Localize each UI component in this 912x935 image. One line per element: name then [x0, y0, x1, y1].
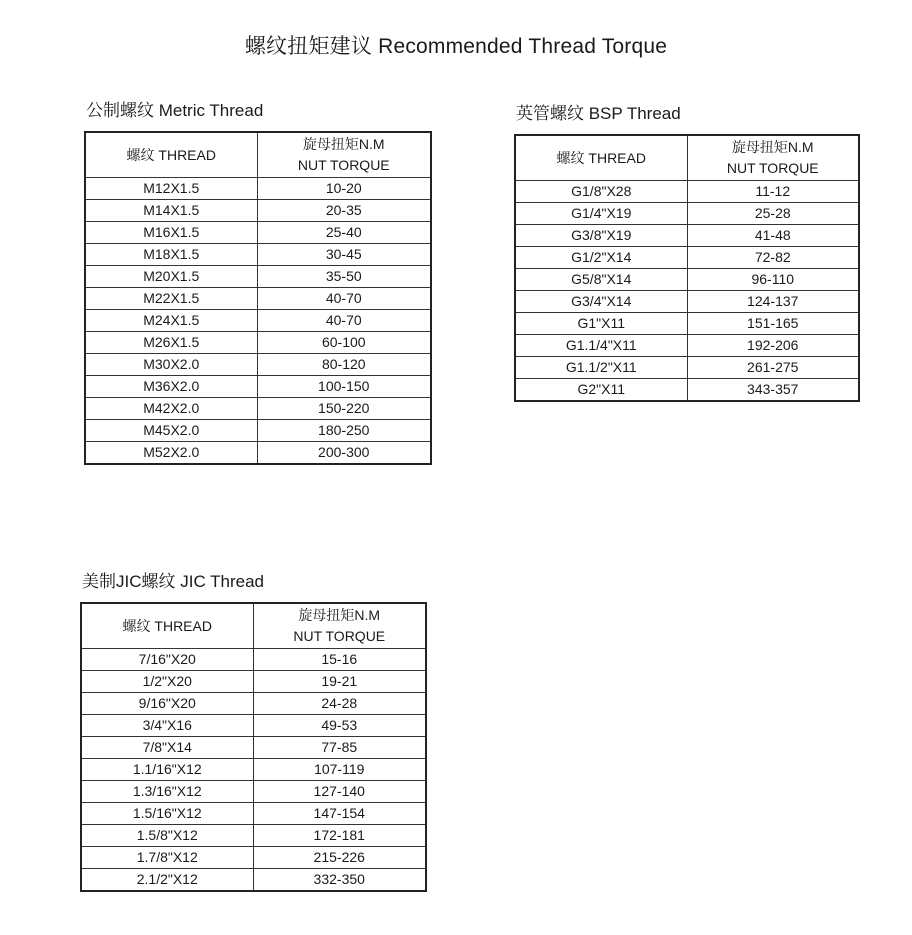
table-row	[85, 332, 431, 354]
thread-size-cell: M16X1.5	[85, 222, 257, 244]
torque-value-cell: 25-40	[257, 222, 431, 244]
torque-value-cell: 261-275	[687, 357, 859, 379]
table-row	[81, 803, 426, 825]
table-header-row	[515, 135, 859, 181]
table-row	[85, 442, 431, 465]
table-row	[81, 649, 426, 671]
torque-value-cell: 40-70	[257, 310, 431, 332]
thread-size-cell: M22X1.5	[85, 288, 257, 310]
torque-value-cell: 19-21	[253, 671, 426, 693]
metric-thread-table	[84, 131, 432, 465]
torque-value-cell: 215-226	[253, 847, 426, 869]
table-row	[81, 847, 426, 869]
table-row	[515, 313, 859, 335]
torque-value-cell: 200-300	[257, 442, 431, 465]
table-row	[515, 225, 859, 247]
thread-size-cell: G1.1/4"X11	[515, 335, 687, 357]
torque-value-cell: 151-165	[687, 313, 859, 335]
thread-size-cell: M52X2.0	[85, 442, 257, 465]
table-row	[515, 203, 859, 225]
thread-size-cell: 7/16"X20	[81, 649, 253, 671]
torque-header-line2: NUT TORQUE	[293, 628, 386, 644]
metric-section-title: 公制螺纹 Metric Thread	[86, 101, 264, 120]
torque-value-cell: 35-50	[257, 266, 431, 288]
torque-value-cell: 150-220	[257, 398, 431, 420]
torque-header-line1: 旋母扭矩N.M	[298, 607, 381, 623]
torque-value-cell: 77-85	[253, 737, 426, 759]
thread-size-cell: 2.1/2"X12	[81, 869, 253, 892]
table-row	[515, 181, 859, 203]
torque-value-cell: 147-154	[253, 803, 426, 825]
bsp-thread-table	[514, 134, 860, 402]
torque-header-line1: 旋母扭矩N.M	[302, 136, 385, 152]
table-row	[81, 869, 426, 892]
thread-size-cell: M24X1.5	[85, 310, 257, 332]
torque-column-header	[257, 132, 431, 178]
thread-size-cell: 1.5/16"X12	[81, 803, 253, 825]
torque-value-cell: 30-45	[257, 244, 431, 266]
table-row	[515, 379, 859, 402]
table-row	[515, 357, 859, 379]
torque-value-cell: 40-70	[257, 288, 431, 310]
table-row	[85, 354, 431, 376]
thread-size-cell: G1/2"X14	[515, 247, 687, 269]
table-row	[81, 759, 426, 781]
torque-header-line2: NUT TORQUE	[726, 160, 819, 176]
thread-size-cell: M42X2.0	[85, 398, 257, 420]
thread-size-cell: G3/8"X19	[515, 225, 687, 247]
thread-size-cell: M14X1.5	[85, 200, 257, 222]
thread-size-cell: M20X1.5	[85, 266, 257, 288]
thread-size-cell: 1.7/8"X12	[81, 847, 253, 869]
thread-size-cell: M45X2.0	[85, 420, 257, 442]
torque-value-cell: 49-53	[253, 715, 426, 737]
thread-size-cell: G5/8"X14	[515, 269, 687, 291]
torque-value-cell: 80-120	[257, 354, 431, 376]
table-row	[85, 266, 431, 288]
thread-size-cell: 3/4"X16	[81, 715, 253, 737]
thread-size-cell: G1.1/2"X11	[515, 357, 687, 379]
table-row	[81, 693, 426, 715]
table-row	[81, 825, 426, 847]
table-row	[81, 737, 426, 759]
table-row	[85, 420, 431, 442]
jic-thread-table	[80, 602, 427, 892]
torque-value-cell: 180-250	[257, 420, 431, 442]
table-row	[85, 244, 431, 266]
table-row	[81, 671, 426, 693]
table-row	[515, 291, 859, 313]
thread-size-cell: M30X2.0	[85, 354, 257, 376]
torque-value-cell: 72-82	[687, 247, 859, 269]
thread-size-cell: 1.3/16"X12	[81, 781, 253, 803]
torque-value-cell: 60-100	[257, 332, 431, 354]
thread-size-cell: 1/2"X20	[81, 671, 253, 693]
thread-size-cell: G3/4"X14	[515, 291, 687, 313]
table-header-row	[81, 603, 426, 649]
table-header-row	[85, 132, 431, 178]
thread-size-cell: 1.1/16"X12	[81, 759, 253, 781]
table-row	[85, 222, 431, 244]
thread-size-cell: M18X1.5	[85, 244, 257, 266]
table-row	[81, 715, 426, 737]
thread-size-cell: G2"X11	[515, 379, 687, 402]
thread-size-cell: G1"X11	[515, 313, 687, 335]
table-row	[515, 269, 859, 291]
thread-column-header: 螺纹 THREAD	[85, 132, 257, 178]
torque-value-cell: 332-350	[253, 869, 426, 892]
torque-header-line1: 旋母扭矩N.M	[731, 139, 814, 155]
torque-value-cell: 124-137	[687, 291, 859, 313]
torque-value-cell: 15-16	[253, 649, 426, 671]
table-row	[85, 200, 431, 222]
thread-size-cell: G1/8"X28	[515, 181, 687, 203]
table-row	[85, 376, 431, 398]
torque-column-header	[253, 603, 426, 649]
torque-value-cell: 10-20	[257, 178, 431, 200]
thread-size-cell: M12X1.5	[85, 178, 257, 200]
torque-value-cell: 41-48	[687, 225, 859, 247]
table-row	[85, 398, 431, 420]
torque-value-cell: 127-140	[253, 781, 426, 803]
thread-size-cell: M36X2.0	[85, 376, 257, 398]
thread-size-cell: M26X1.5	[85, 332, 257, 354]
table-row	[515, 247, 859, 269]
torque-header-line2: NUT TORQUE	[297, 157, 390, 173]
torque-column-header	[687, 135, 859, 181]
torque-value-cell: 343-357	[687, 379, 859, 402]
torque-value-cell: 20-35	[257, 200, 431, 222]
torque-value-cell: 96-110	[687, 269, 859, 291]
torque-value-cell: 11-12	[687, 181, 859, 203]
table-row	[85, 288, 431, 310]
torque-value-cell: 25-28	[687, 203, 859, 225]
torque-value-cell: 107-119	[253, 759, 426, 781]
torque-value-cell: 100-150	[257, 376, 431, 398]
torque-value-cell: 192-206	[687, 335, 859, 357]
jic-section-title: 美制JIC螺纹 JIC Thread	[82, 572, 265, 591]
thread-size-cell: 7/8"X14	[81, 737, 253, 759]
thread-size-cell: G1/4"X19	[515, 203, 687, 225]
table-row	[85, 178, 431, 200]
torque-value-cell: 24-28	[253, 693, 426, 715]
table-row	[515, 335, 859, 357]
table-row	[81, 781, 426, 803]
thread-size-cell: 1.5/8"X12	[81, 825, 253, 847]
thread-column-header: 螺纹 THREAD	[81, 603, 253, 649]
torque-value-cell: 172-181	[253, 825, 426, 847]
thread-column-header: 螺纹 THREAD	[515, 135, 687, 181]
page-title: 螺纹扭矩建议 Recommended Thread Torque	[244, 35, 668, 58]
thread-size-cell: 9/16"X20	[81, 693, 253, 715]
table-row	[85, 310, 431, 332]
bsp-section-title: 英管螺纹 BSP Thread	[516, 104, 681, 123]
